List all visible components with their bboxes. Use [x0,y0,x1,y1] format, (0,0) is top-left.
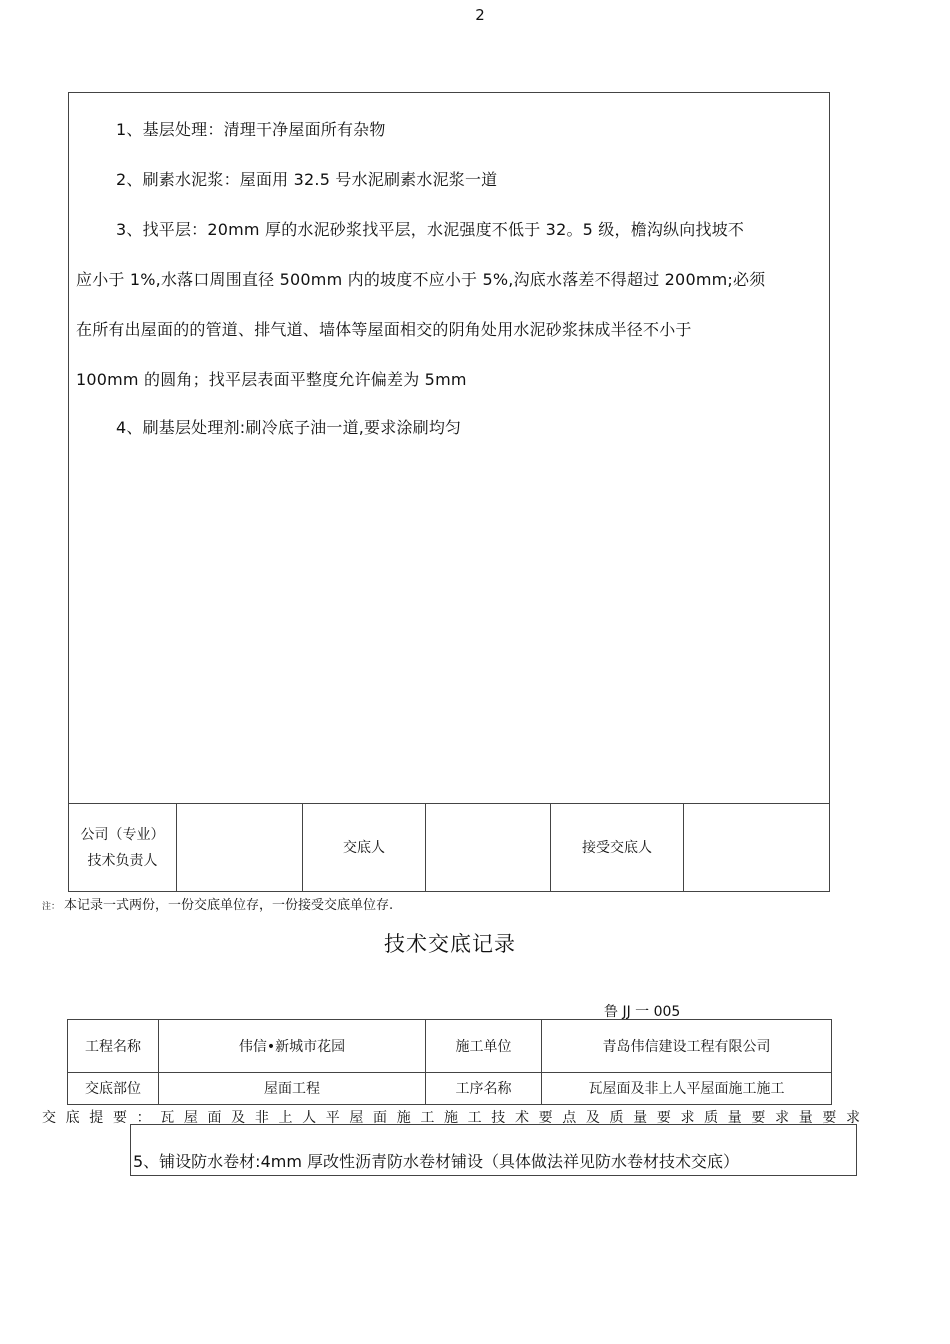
receiver-value[interactable] [684,804,830,891]
summary: 交底提要：瓦屋面及非上人平屋面施工施工技术要点及质量要求质量要求量要求 [42,1110,860,1126]
signature-row [68,804,830,892]
page-number: 2 [475,6,485,24]
paragraph-3-cont-1: 应小于 1%,水落口周围直径 500mm 内的坡度不应小于 5%,沟底水落差不得超过 200mm;必须 [76,270,766,289]
form-code: 鲁 JJ 一 005 [604,1004,681,1020]
paragraph-4: 4、刷基层处理剂:刷冷底子油一道,要求涂刷均匀 [116,418,462,437]
document-title: 技术交底记录 [384,932,516,956]
project-name-value: 伟信•新城市花园 [159,1020,426,1072]
part-label: 交底部位 [68,1072,159,1104]
company-tech-lead-label [69,804,177,891]
company-tech-lead-line1: 公司（专业） [80,826,165,843]
paragraph-1: 1、基层处理：清理干净屋面所有杂物 [116,120,386,139]
paragraph-3: 3、找平层：20mm 厚的水泥砂浆找平层，水泥强度不低于 32。5 级，檐沟纵向找坡不 [116,220,745,239]
info-table [67,1019,832,1105]
paragraph-3-cont-2: 在所有出屋面的的管道、排气道、墙体等屋面相交的阴角处用水泥砂浆抹成半径不小于 [76,320,692,339]
company-tech-lead-line2: 技术负责人 [87,852,158,869]
presenter-value[interactable] [426,804,551,891]
paragraph-2: 2、刷素水泥浆：屋面用 32.5 号水泥刷素水泥浆一道 [116,170,498,189]
process-label: 工序名称 [426,1072,542,1104]
part-value: 屋面工程 [159,1072,426,1104]
project-name-label: 工程名称 [68,1020,159,1072]
paragraph-3-cont-3: 100mm 的圆角；找平层表面平整度允许偏差为 5mm [76,370,467,389]
item5-box [130,1124,857,1176]
company-tech-lead-value[interactable] [177,804,303,891]
note [42,894,393,913]
item5-text: 5、铺设防水卷材:4mm 厚改性沥青防水卷材铺设（具体做法祥见防水卷材技术交底） [133,1152,740,1171]
content-box [68,92,830,804]
process-value: 瓦屋面及非上人平屋面施工施工 [588,1081,785,1097]
note-text: 本记录一式两份，一份交底单位存，一份接受交底单位存. [64,898,394,913]
contractor-label: 施工单位 [426,1020,542,1072]
presenter-label: 交底人 [303,804,426,891]
contractor-value: 青岛伟信建设工程有限公司 [602,1039,771,1055]
note-prefix: 注： [42,902,61,912]
receiver-label: 接受交底人 [551,804,684,891]
